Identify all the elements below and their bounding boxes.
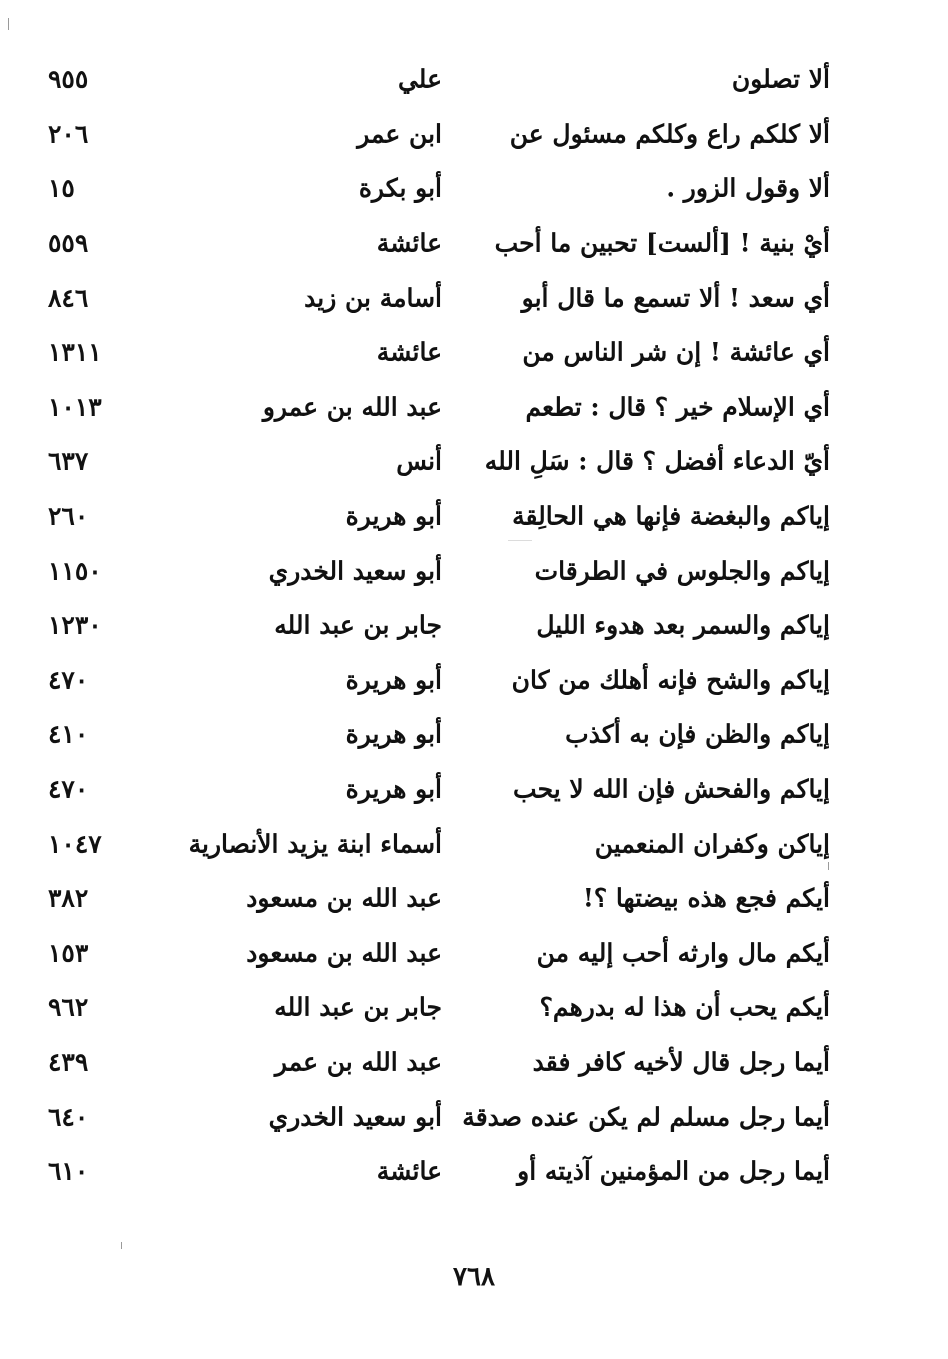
hadith-text: إياكم والشح فإنه أهلك من كان	[511, 665, 830, 695]
narrator: عبد الله بن مسعود	[246, 883, 442, 913]
index-row	[30, 762, 860, 817]
index-row	[30, 489, 860, 544]
narrator: أبو بكرة	[358, 173, 442, 203]
hadith-text: إياكم والسمر بعد هدوء الليل	[536, 610, 830, 640]
hadith-text: ألا وقول الزور .	[666, 173, 830, 203]
page-number: ٦٤٠	[48, 1102, 89, 1132]
narrator: جابر بن عبد الله	[274, 992, 442, 1022]
narrator: أبو سعيد الخدري	[268, 556, 442, 586]
page-number: ٤٧٠	[48, 774, 89, 804]
scan-speck	[121, 1242, 122, 1249]
narrator: ابن عمر	[357, 119, 442, 149]
narrator: جابر بن عبد الله	[274, 610, 442, 640]
hadith-text: أيما رجل قال لأخيه كافر فقد	[532, 1047, 830, 1077]
narrator: عبد الله بن مسعود	[246, 938, 442, 968]
index-row	[30, 1144, 860, 1199]
hadith-text: أيما رجل من المؤمنين آذيته أو	[517, 1156, 830, 1186]
index-row	[30, 434, 860, 489]
scan-speck	[828, 862, 829, 870]
page-number: ٩٦٢	[48, 992, 89, 1022]
narrator: أبو هريرة	[345, 665, 442, 695]
index-row	[30, 1035, 860, 1090]
narrator: عائشة	[376, 337, 442, 367]
page-number: ٢٦٠	[48, 501, 89, 531]
hadith-text: أيكم فجع هذه بيضتها ؟!	[582, 883, 830, 913]
hadith-text: أيْ بنية ! [ألست] تحبين ما أحب	[494, 228, 830, 258]
scan-speck	[508, 540, 532, 541]
page-number: ٤١٠	[48, 719, 89, 749]
index-row	[30, 270, 860, 325]
hadith-index-table	[30, 52, 860, 1198]
index-row	[30, 816, 860, 871]
index-row	[30, 380, 860, 435]
hadith-text: أيما رجل مسلم لم يكن عنده صدقة	[462, 1102, 830, 1132]
index-row	[30, 325, 860, 380]
narrator: أبو سعيد الخدري	[268, 1102, 442, 1132]
page-number: ٥٥٩	[48, 228, 89, 258]
hadith-text: إياكن وكفران المنعمين	[594, 829, 830, 859]
hadith-text: إياكم والفحش فإن الله لا يحب	[513, 774, 830, 804]
index-row	[30, 707, 860, 762]
hadith-text: أي الإسلام خير ؟ قال : تطعم	[525, 392, 830, 422]
hadith-text: ألا كلكم راع وكلكم مسئول عن	[509, 119, 830, 149]
page-number: ٢٠٦	[48, 119, 89, 149]
page-footer-number: ٧٦٨	[453, 1262, 495, 1292]
narrator: عبد الله بن عمر	[274, 1047, 442, 1077]
index-row	[30, 598, 860, 653]
page-number: ١٠١٣	[48, 392, 102, 422]
narrator: عائشة	[376, 228, 442, 258]
index-row	[30, 543, 860, 598]
page-number: ٦١٠	[48, 1156, 89, 1186]
page-number: ١٥٣	[48, 938, 89, 968]
hadith-text: إياكم والبغضة فإنها هي الحالِقة	[512, 501, 830, 531]
page-number: ٤٧٠	[48, 665, 89, 695]
index-row	[30, 926, 860, 981]
index-row	[30, 216, 860, 271]
hadith-text: ألا تصلون	[731, 64, 830, 94]
page-number: ٦٣٧	[48, 446, 89, 476]
index-row	[30, 871, 860, 926]
page-number: ١٠٤٧	[48, 829, 102, 859]
page-number: ١٢٣٠	[48, 610, 102, 640]
page-number: ١٥	[48, 173, 75, 203]
narrator: أبو هريرة	[345, 774, 442, 804]
hadith-text: أيكم يحب أن هذا له بدرهم؟	[539, 992, 830, 1022]
index-row	[30, 107, 860, 162]
narrator: أسماء ابنة يزيد الأنصارية	[188, 829, 442, 859]
index-row	[30, 1089, 860, 1144]
scan-speck	[8, 18, 9, 30]
page-number: ١١٥٠	[48, 556, 102, 586]
index-row	[30, 653, 860, 708]
hadith-text: أي عائشة ! إن شر الناس من	[522, 337, 830, 367]
hadith-text: أيّ الدعاء أفضل ؟ قال : سَلِ الله	[484, 446, 830, 476]
hadith-text: إياكم والجلوس في الطرقات	[534, 556, 830, 586]
narrator: أبو هريرة	[345, 719, 442, 749]
index-row	[30, 161, 860, 216]
narrator: أسامة بن زيد	[304, 283, 442, 313]
narrator: علي	[397, 64, 442, 94]
page-number: ٤٣٩	[48, 1047, 89, 1077]
narrator: عائشة	[376, 1156, 442, 1186]
narrator: أبو هريرة	[345, 501, 442, 531]
page-number: ٨٤٦	[48, 283, 89, 313]
narrator: عبد الله بن عمرو	[262, 392, 442, 422]
narrator: أنس	[396, 446, 442, 476]
page-number: ٩٥٥	[48, 64, 89, 94]
index-row	[30, 52, 860, 107]
page-number: ١٣١١	[48, 337, 102, 367]
hadith-text: أي سعد ! ألا تسمع ما قال أبو	[521, 283, 830, 313]
hadith-text: إياكم والظن فإن به أكذب	[565, 719, 830, 749]
index-row	[30, 980, 860, 1035]
page-number: ٣٨٢	[48, 883, 89, 913]
hadith-text: أيكم مال وارثه أحب إليه من	[536, 938, 830, 968]
